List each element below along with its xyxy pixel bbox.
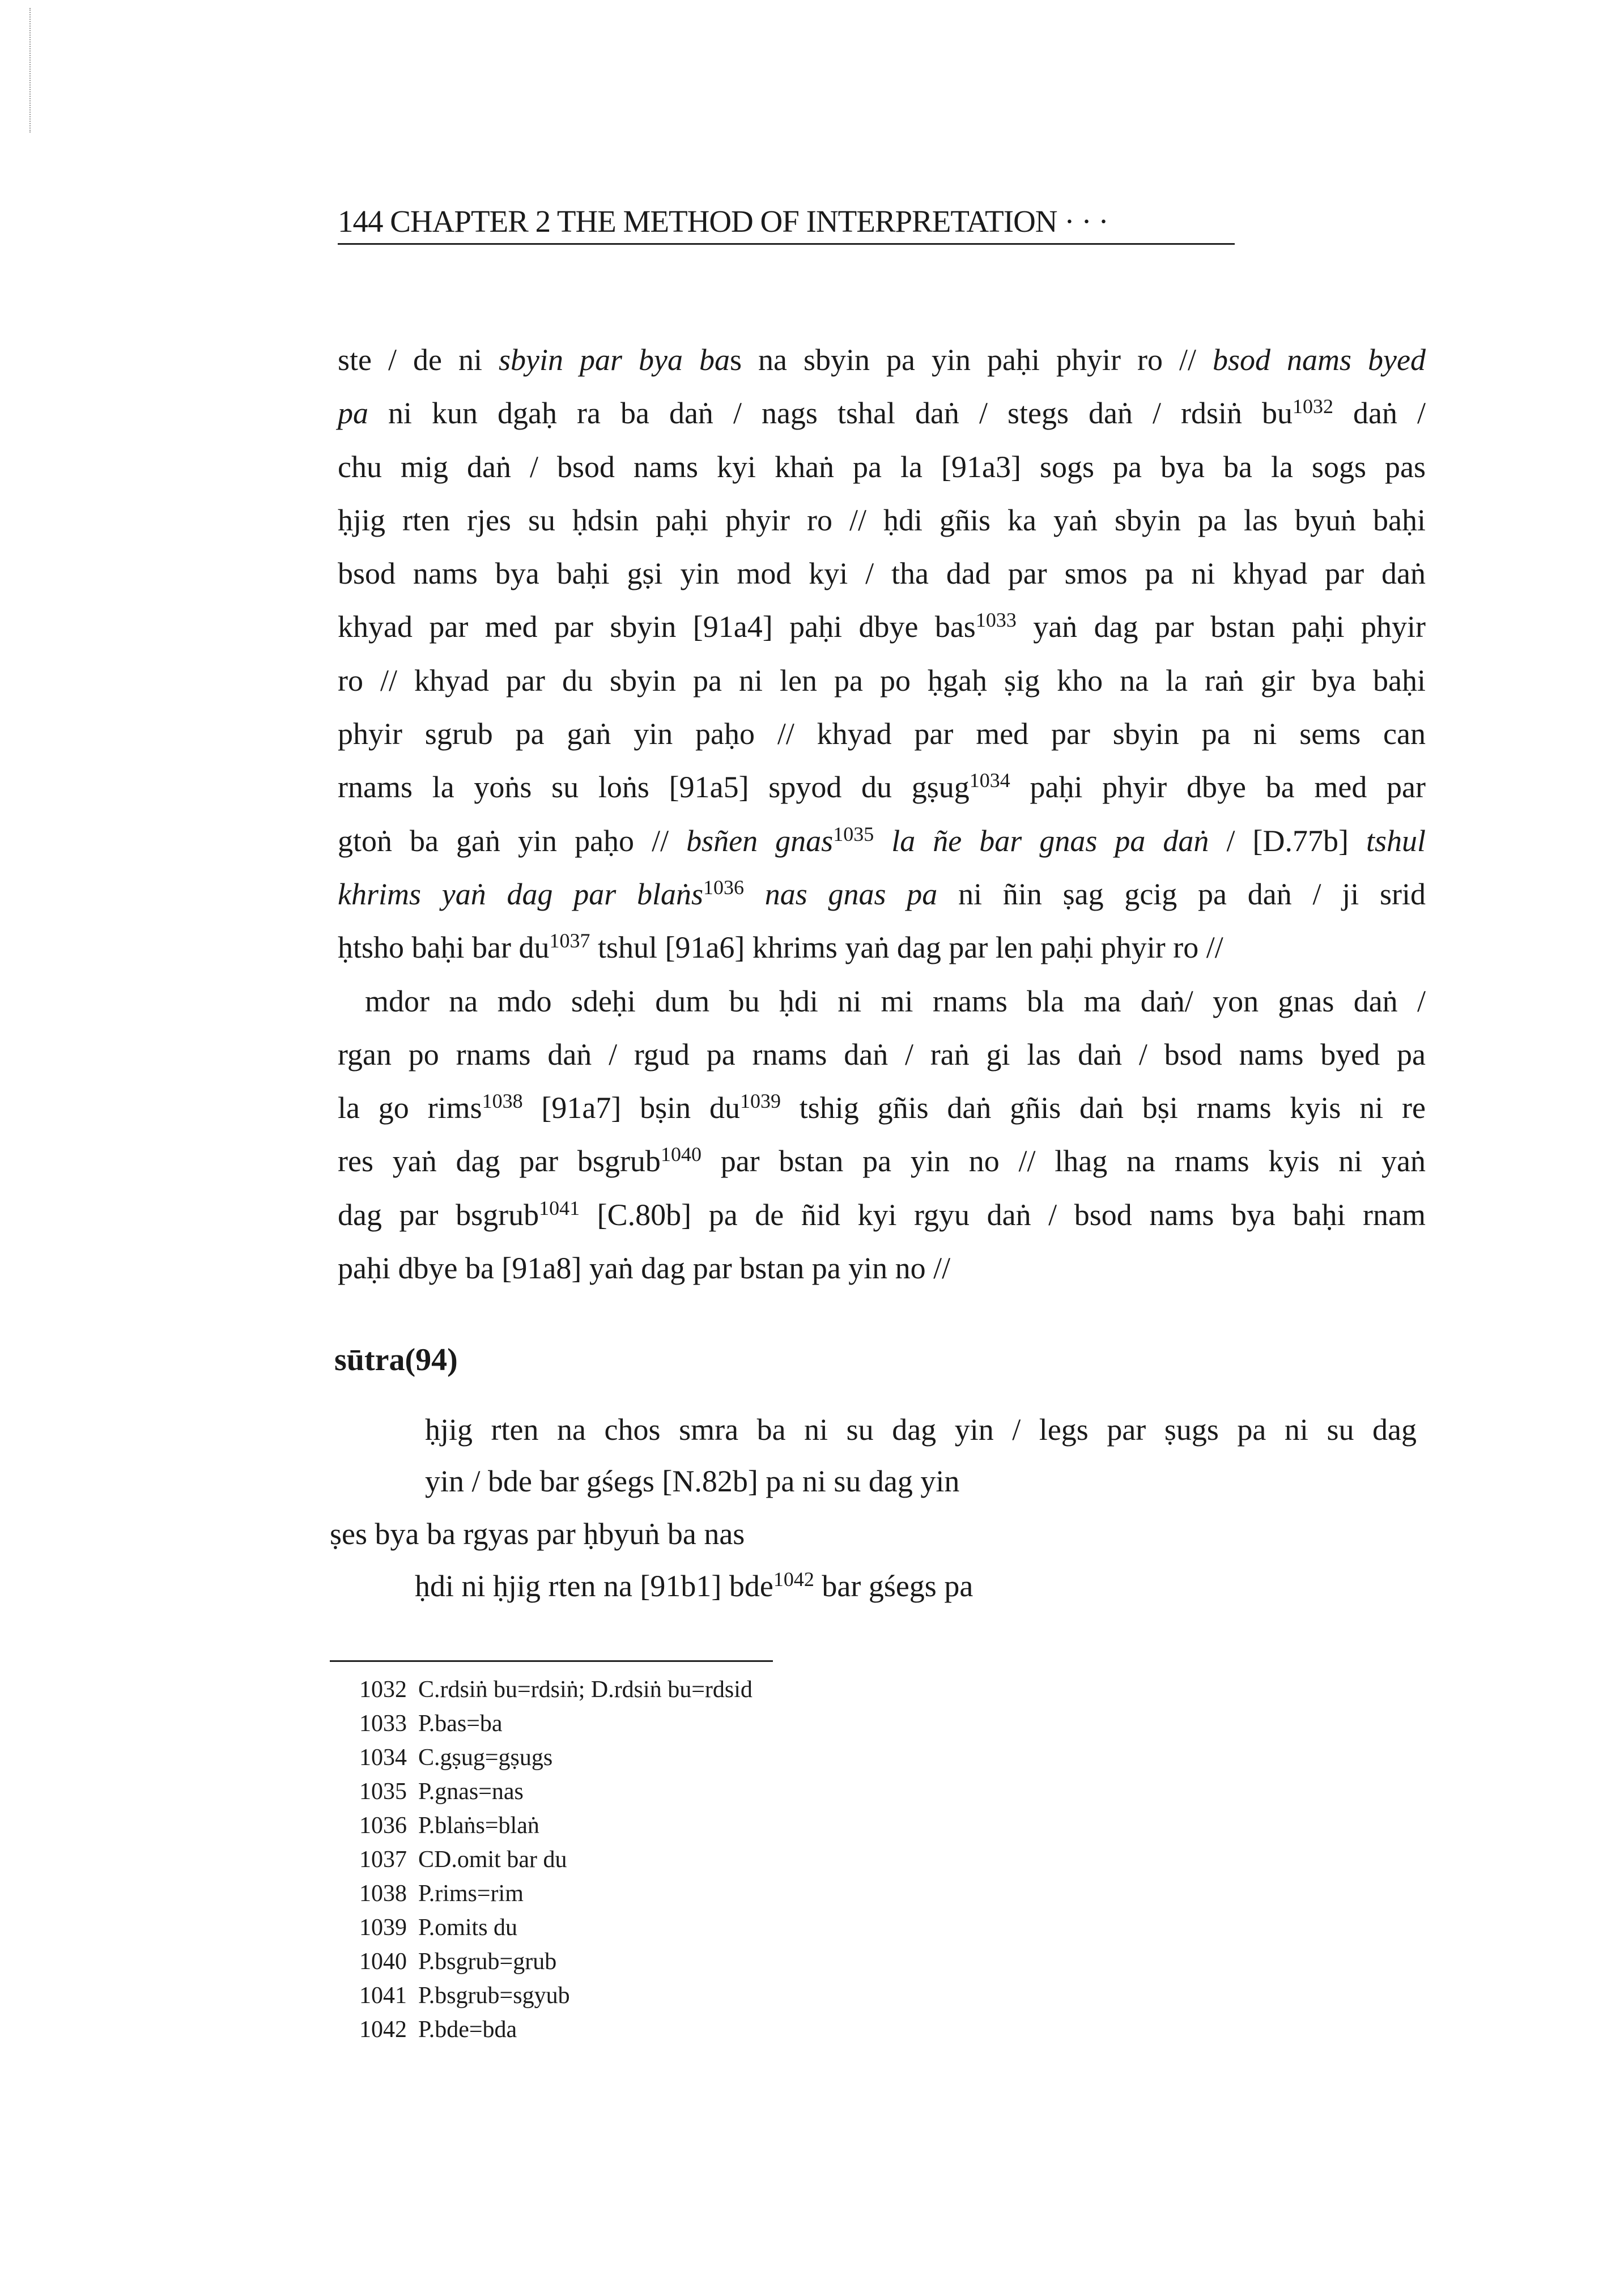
footnote-ref: 1036 <box>703 875 745 899</box>
text-run: bar gśegs pa <box>814 1569 973 1603</box>
text-line <box>338 654 1426 707</box>
footnote-ref: 1042 <box>773 1568 814 1591</box>
text-run: ṣes bya ba rgyas par ḥbyuṅ ba nas <box>330 1517 745 1551</box>
text-line <box>338 868 1426 921</box>
italic-run: nas gnas pa <box>744 877 938 911</box>
text-run: ḥdi ni ḥjig rten na [91b1] bde <box>415 1569 773 1603</box>
footnote-ref: 1038 <box>482 1090 523 1113</box>
text-run: bsod nams bya baḥi gṣi yin mod kyi / tha dad par smos pa ni khyad par daṅ <box>338 556 1426 591</box>
footnote <box>359 1843 753 1877</box>
footnote <box>359 1741 753 1775</box>
text-run: par bstan pa yin no // lhag na rnams kyis ni yaṅ <box>701 1144 1426 1179</box>
text-run: la go rims <box>338 1091 482 1125</box>
footnote <box>359 1707 753 1741</box>
footnote-text: C.gṣug=gṣugs <box>418 1745 553 1771</box>
text-run: [C.80b] pa de ñid kyi rgyu daṅ / bsod nams bya baḥi rnam <box>580 1197 1426 1232</box>
footnote-number: 1036 <box>359 1813 407 1839</box>
footnote <box>359 1911 753 1945</box>
text-run: ro // khyad par du sbyin pa ni len pa po ḥgaḥ ṣig kho na la raṅ gir bya baḥi <box>338 663 1426 698</box>
footnote-number: 1034 <box>359 1745 407 1771</box>
text-line <box>338 547 1426 600</box>
footnote-rule <box>330 1660 773 1662</box>
text-run: tshul [91a6] khrims yaṅ dag par len paḥi phyir ro // <box>590 930 1223 965</box>
text-run: res yaṅ dag par bsgrub <box>338 1144 661 1179</box>
footnote-text: P.bsgrub=grub <box>418 1949 557 1975</box>
footnote-text: P.gnas=nas <box>418 1779 524 1805</box>
text-run: paḥi phyir dbye ba med par <box>1010 770 1426 805</box>
text-line <box>338 1241 1426 1295</box>
footnote-text: P.rims=rim <box>418 1881 524 1907</box>
footnote-text: P.bsgrub=sgyub <box>418 1983 570 2009</box>
text-run: ḥjig rten na chos smra ba ni su dag yin / legs par ṣugs pa ni su dag <box>425 1413 1417 1447</box>
italic-run: bsñen gnas <box>686 823 834 858</box>
italic-run: la ñe bar gnas pa daṅ <box>874 823 1209 858</box>
footnote-number: 1039 <box>359 1915 407 1941</box>
footnote-number: 1033 <box>359 1711 407 1737</box>
text-run: yin / bde bar gśegs [N.82b] pa ni su dag yin <box>425 1464 960 1498</box>
text-run: paḥi dbye ba [91a8] yaṅ dag par bstan pa yin no // <box>338 1251 951 1286</box>
footnote-number: 1042 <box>359 2017 407 2043</box>
text-run: daṅ / <box>1333 396 1426 431</box>
italic-run: bsod nams byed <box>1213 343 1426 377</box>
text-run: / [D.77b] <box>1209 823 1366 858</box>
footnote <box>359 1775 753 1809</box>
footnote-text: C.rdsiṅ bu=rdsiṅ; D.rdsiṅ bu=rdsid <box>418 1677 753 1703</box>
verse-line <box>425 1403 1417 1456</box>
running-head: 144 CHAPTER 2 THE METHOD OF INTERPRETATION · · · <box>338 201 1235 245</box>
text-run: ḥjig rten rjes su ḥdsin paḥi phyir ro // ḥdi gñis ka yaṅ sbyin pa las byuṅ baḥi <box>338 503 1426 537</box>
text-line <box>338 600 1426 653</box>
verse-line <box>330 1507 1123 1561</box>
text-line <box>338 333 1426 386</box>
footnote-text: P.omits du <box>418 1915 518 1941</box>
text-run: [91a7] bṣin du <box>522 1091 740 1125</box>
section-heading: sūtra(94) <box>334 1342 458 1377</box>
text-line <box>425 1403 1417 1456</box>
text-line <box>338 1134 1426 1188</box>
footnote <box>359 1979 753 2013</box>
text-line <box>425 1455 1218 1508</box>
footnote <box>359 2013 753 2047</box>
footnote-text: P.blaṅs=blaṅ <box>418 1813 539 1839</box>
italic-run: sbyin par bya ba <box>499 343 730 377</box>
footnote <box>359 1877 753 1911</box>
scan-edge-mark <box>29 8 33 133</box>
text-run: ste / de ni <box>338 343 499 377</box>
footnote-number: 1038 <box>359 1881 407 1907</box>
footnote <box>359 1673 753 1707</box>
body-text <box>338 333 1426 1295</box>
text-line <box>338 707 1426 760</box>
text-line <box>338 440 1426 494</box>
text-run: phyir sgrub pa gaṅ yin paḥo // khyad par med par sbyin pa ni sems can <box>338 717 1426 751</box>
footnote-ref: 1037 <box>549 929 590 953</box>
text-run: rnams la yoṅs su loṅs [91a5] spyod du gṣug <box>338 770 970 805</box>
footnote-ref: 1035 <box>833 822 874 845</box>
footnote-ref: 1041 <box>539 1196 580 1219</box>
footnote-text: P.bde=bda <box>418 2017 517 2043</box>
footnote-ref: 1032 <box>1292 395 1333 418</box>
text-line <box>338 1028 1426 1081</box>
text-line <box>338 1188 1426 1241</box>
text-line <box>338 1081 1426 1134</box>
text-line <box>415 1559 1208 1613</box>
text-line <box>338 975 1426 1028</box>
footnote-number: 1035 <box>359 1779 407 1805</box>
footnote-number: 1037 <box>359 1847 407 1873</box>
verse-line <box>415 1559 1208 1613</box>
text-line <box>338 921 1426 974</box>
text-run: ni ñin ṣag gcig pa daṅ / ji srid <box>937 877 1426 911</box>
footnote-ref: 1034 <box>969 769 1010 792</box>
footnote-text: CD.omit bar du <box>418 1847 567 1873</box>
footnote <box>359 1809 753 1843</box>
footnote-number: 1032 <box>359 1677 407 1703</box>
text-line <box>338 386 1426 440</box>
text-run: gtoṅ ba gaṅ yin paḥo // <box>338 823 687 858</box>
text-run: ḥtsho baḥi bar du <box>338 930 550 965</box>
footnote-ref: 1033 <box>975 609 1017 632</box>
text-line <box>338 814 1426 868</box>
text-run: tshig gñis daṅ gñis daṅ bṣi rnams kyis ni re <box>780 1091 1426 1125</box>
footnote-number: 1041 <box>359 1983 407 2009</box>
text-run: dag par bsgrub <box>338 1197 539 1232</box>
text-run: yaṅ dag par bstan paḥi phyir <box>1016 610 1426 644</box>
italic-run: tshul <box>1366 823 1426 858</box>
footnote-ref: 1039 <box>739 1090 781 1113</box>
text-run: s na sbyin pa yin paḥi phyir ro // <box>730 343 1213 377</box>
text-run: khyad par med par sbyin [91a4] paḥi dbye bas <box>338 610 976 644</box>
footnote-ref: 1040 <box>660 1143 702 1166</box>
text-line <box>338 760 1426 814</box>
footnotes <box>359 1673 753 2047</box>
text-run: rgan po rnams daṅ / rgud pa rnams daṅ / raṅ gi las daṅ / bsod nams byed pa <box>338 1037 1426 1072</box>
italic-run: pa <box>338 396 368 431</box>
verse-line <box>425 1455 1218 1508</box>
footnote-number: 1040 <box>359 1949 407 1975</box>
footnote-text: P.bas=ba <box>418 1711 503 1737</box>
italic-run: khrims yaṅ dag par blaṅs <box>338 877 704 911</box>
text-run: ni kun dgaḥ ra ba daṅ / nags tshal daṅ / stegs daṅ / rdsiṅ bu <box>368 396 1293 431</box>
text-run: mdor na mdo sdeḥi dum bu ḥdi ni mi rnams bla ma daṅ/ yon gnas daṅ / <box>365 984 1426 1018</box>
text-line <box>330 1507 1123 1561</box>
footnote <box>359 1945 753 1979</box>
text-run: chu mig daṅ / bsod nams kyi khaṅ pa la [91a3] sogs pa bya ba la sogs pas <box>338 449 1426 484</box>
text-line <box>338 494 1426 547</box>
